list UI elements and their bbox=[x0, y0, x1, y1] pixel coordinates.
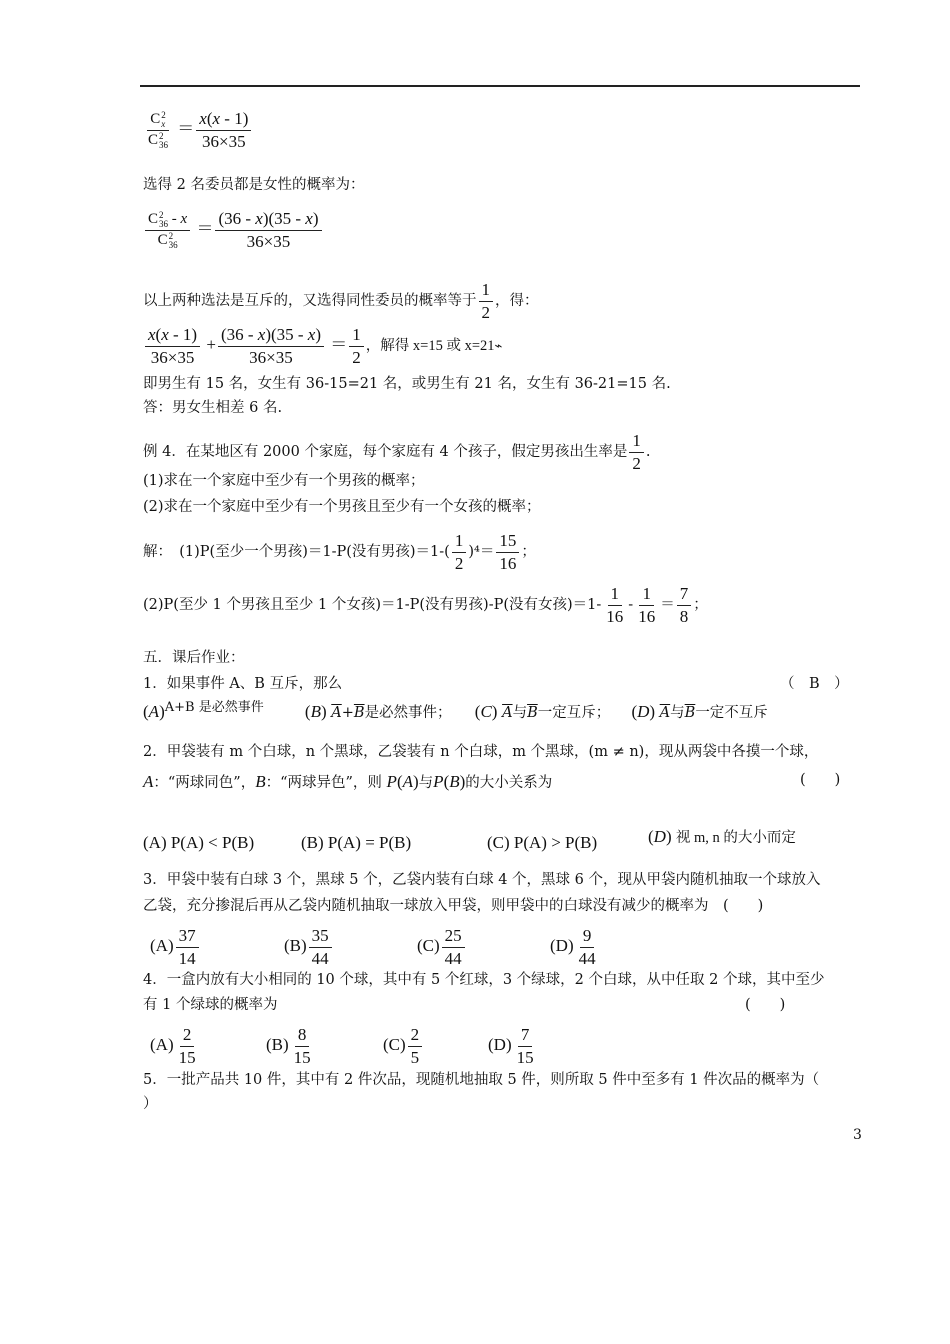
q4-option-a: (A) $\frac{2}{15}$ bbox=[150, 1025, 196, 1067]
squiggle-mark: ⌁ bbox=[494, 337, 503, 353]
q2-option-d: (D) 视 m, n 的大小而定 bbox=[648, 827, 796, 846]
q5-line1: 5．一批产品共 10 件，其中有 2 件次品，现随机地抽取 5 件，则所取 5 件中至多有 1 件次品的概率为（ bbox=[143, 1072, 820, 1088]
q4-option-b: (B) $\frac{8}{15}$ bbox=[266, 1025, 311, 1067]
q3-option-c: (C) $\frac{25}{44}$ bbox=[417, 925, 467, 969]
formula-5: $\frac{x(x - 1)}{36\times 35}$ + $\frac{(36 - x)(35 - x)}{36\times 35}$ ＝ $\frac{1}{2}$ ，解得 x=15 或 x=21⌁ bbox=[143, 324, 502, 368]
line-9: (1)求在一个家庭中至少有一个男孩的概率； bbox=[143, 473, 425, 489]
q4-option-d: (D) $\frac{7}{15}$ bbox=[488, 1025, 534, 1067]
q1-options: (A)A+B 是必然事件 (B) $\overline{A}+\overline{B}$是必然事件； (C) $\overline{A}$与$\overline{B}$一定互斥； (D) $\overline{A}$与$\overline{B}$一定不互斥 bbox=[143, 700, 768, 721]
line-12: (2)P(至少 1 个男孩且至少 1 个女孩)＝1-P(没有男孩)-P(没有女孩)＝1- $\frac{1}{16}$ - $\frac{1}{16}$ ＝ $\frac{7}{8}$ ； bbox=[143, 584, 708, 626]
q4-option-c: (C) $\frac{2}{5}$ bbox=[383, 1024, 424, 1068]
line-10: (2)求在一个家庭中至少有一个男孩且至少有一个女孩的概率； bbox=[143, 499, 541, 515]
q2-option-c: (C) P(A) > P(B) bbox=[487, 833, 598, 852]
q3-line1: 3．甲袋中装有白球 3 个，黑球 5 个，乙袋内装有白球 4 个，黑球 6 个，现从甲袋内随机抽取一个球放入 bbox=[143, 872, 821, 888]
q3-option-b: (B) $\frac{35}{44}$ bbox=[284, 925, 334, 969]
q4-line2: 有 1 个绿球的概率为 bbox=[143, 997, 278, 1013]
line-4: 以上两种选法是互斥的，又选得同性委员的概率等于 $\frac{1}{2}$ ，得： bbox=[143, 280, 539, 322]
line-2: 选得 2 名委员都是女性的概率为： bbox=[143, 177, 365, 193]
line-11: 解： (1)P(至少一个男孩)＝1-P(没有男孩)＝1-( $\frac{1}{2}$ )⁴＝ $\frac{15}{16}$ ； bbox=[143, 531, 536, 573]
header-rule bbox=[140, 85, 860, 87]
formula-2: C 2 36 - x C 2 36 ＝ $\frac{(36 - x)(35 - x)}{36\times 35}$ bbox=[143, 208, 324, 252]
q2-paren: ( ) bbox=[800, 772, 841, 788]
q2-line2: A：“两球同色”，B：“两球异色”，则 P(A)与P(B)的大小关系为 bbox=[143, 772, 553, 791]
q3-line2: 乙袋，充分掺混后再从乙袋内随机抽取一球放入甲袋，则甲袋中的白球没有减少的概率为 ( ) bbox=[143, 898, 764, 914]
formula-1: C 2 x C 2 36 ＝ $\frac{x(x - 1)}{36\times 35}$ bbox=[143, 108, 253, 152]
q2-option-a: (A) P(A) < P(B) bbox=[143, 833, 255, 852]
line-6: 即男生有 15 名，女生有 36-15=21 名，或男生有 21 名，女生有 36-21=15 名. bbox=[143, 376, 671, 392]
q1-text: 1．如果事件 A、B 互斥，那么 bbox=[143, 676, 343, 692]
q5-line2: ） bbox=[143, 1096, 158, 1112]
q4-paren: ( ) bbox=[745, 997, 786, 1013]
section-title: 五．课后作业： bbox=[143, 650, 245, 666]
q2-line1: 2．甲袋装有 m 个白球，n 个黑球，乙袋装有 n 个白球，m 个黑球，(m ≠ n)，现从两袋中各摸一个球， bbox=[143, 744, 819, 760]
page-number: 3 bbox=[853, 1127, 862, 1143]
line-8: 例 4．在某地区有 2000 个家庭，每个家庭有 4 个孩子，假定男孩出生率是 $\frac{1}{2}$ . bbox=[143, 431, 651, 473]
line-7: 答：男女生相差 6 名. bbox=[143, 400, 283, 416]
q3-option-d: (D) $\frac{9}{44}$ bbox=[550, 926, 596, 968]
q3-option-a: (A) $\frac{37}{14}$ bbox=[150, 925, 201, 969]
q1-answer: （ B ） bbox=[780, 676, 849, 692]
q4-line1: 4．一盒内放有大小相同的 10 个球，其中有 5 个红球，3 个绿球，2 个白球，从中任取 2 个球，其中至少 bbox=[143, 972, 825, 988]
q2-option-b: (B) P(A) = P(B) bbox=[301, 833, 412, 852]
